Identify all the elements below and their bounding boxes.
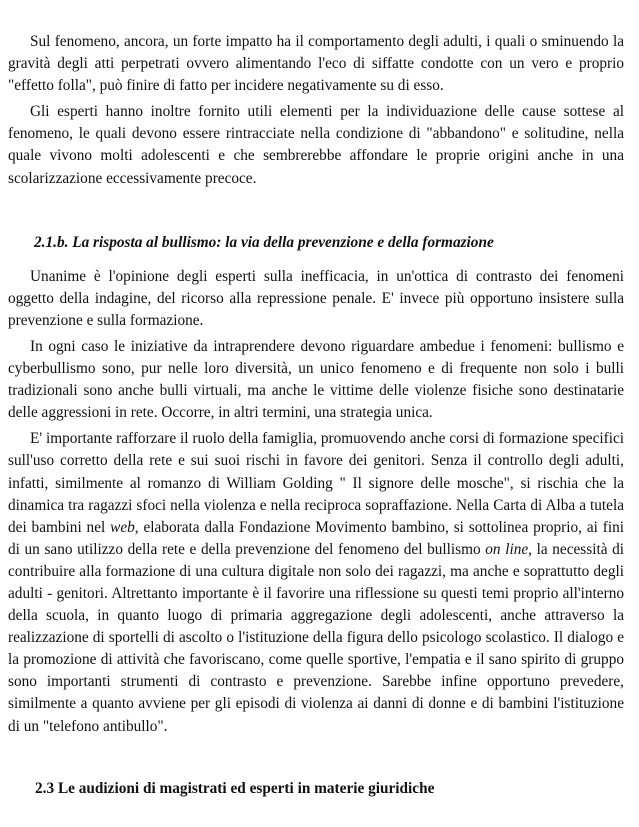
document-page <box>8 31 624 800</box>
emphasis-web: web <box>110 518 135 536</box>
paragraph-text: , la necessità di contribuire alla formazione di una cultura digitale non solo dei ragazzi, ma anche e soprattutto degli adulti - genitori. Altrettanto importante è il favorire una riflessione su questi temi proprio all'interno della scuola, in quanto luogo di primaria aggregazione degli adolescenti, anche attraverso la realizzazione di sportelli di ascolto o l'istituzione della figura dello psicologo scolastico. Il dialogo e la promozione di attività che favoriscano, come quelle sportive, l'empatia e il sano spirito di gruppo sono importanti strumenti di contrasto e prevenzione. Sarebbe infine opportuno prevedere, similmente a quanto avviene per gli episodi di violenza ai danni di donne e di bambini l'istituzione di un "telefono antibullo". <box>8 540 625 735</box>
paragraph-family-role <box>8 428 624 737</box>
paragraph-unique-strategy: In ogni caso le iniziative da intraprendere devono riguardare ambedue i fenomeni: bullismo e cyberbullismo sono, pur nelle loro diversità, un unico fenomeno e di frequente non solo i bulli tradizionali sono anche bulli virtuali, ma anche le vittime delle violenze fisiche sono destinatarie delle aggressioni in rete. Occorre, in altri termini, una strategia unica. <box>8 337 624 422</box>
emphasis-on-line: on line <box>485 540 529 558</box>
section-heading-hearings: 2.3 Le audizioni di magistrati ed esperti in materie giuridiche <box>35 779 435 797</box>
section-heading-prevention: 2.1.b. La risposta al bullismo: la via della prevenzione e della formazione <box>34 233 494 251</box>
paragraph-text: E' importante rafforzare il ruolo della famiglia, promuovendo anche corsi di formazione specifici sull'uso corretto della rete e sui suoi rischi in favore dei genitori. Senza il controllo degli adulti, infatti, similmente al romanzo di William Golding " Il signore delle mosche", si rischia che la dinamica tra ragazzi sfoci nella violenza e nella reciproca sopraffazione. Nella Carta di Alba a tutela dei bambini nel <box>8 430 624 536</box>
paragraph-adult-behaviour: Sul fenomeno, ancora, un forte impatto ha il comportamento degli adulti, i quali o sminuendo la gravità degli atti perpetrati ovvero alimentando l'eco di siffatte condotte con un vero e proprio "effetto folla", può finire di fatto per incidere negativamente su di esso. <box>8 33 624 95</box>
paragraph-causes: Gli esperti hanno inoltre fornito utili elementi per la individuazione delle cause sottese al fenomeno, le quali devono essere rintracciate nella condizione di "abbandono" e solitudine, nella quale vivono molti adolescenti e che sembrerebbe affondare le proprie origini anche in una scolarizzazione eccessivamente precoce. <box>8 103 624 187</box>
paragraph-penal-repression: Unanime è l'opinione degli esperti sulla inefficacia, in un'ottica di contrasto dei fenomeni oggetto della indagine, del ricorso alla repressione penale. E' invece più opportuno insistere sulla prevenzione e sulla formazione. <box>8 267 624 329</box>
paragraph-text: , elaborata dalla Fondazione Movimento bambino, si sottolinea proprio, ai fini di un sano utilizzo della rete e della prevenzione del fenomeno del bullismo <box>8 518 624 558</box>
